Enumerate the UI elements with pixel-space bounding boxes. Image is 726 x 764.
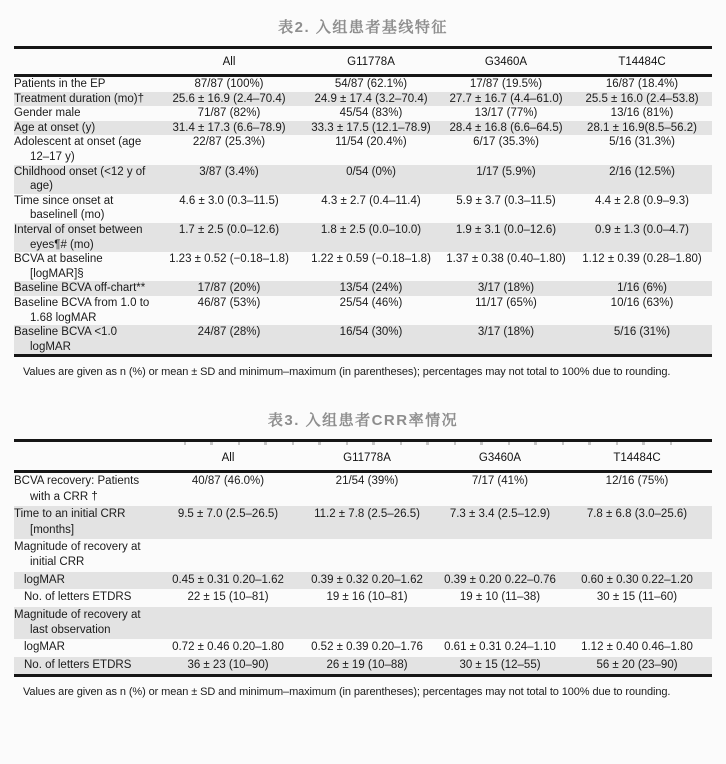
row-value: 5/16 (31.3%) <box>609 136 675 149</box>
row-value <box>562 608 712 639</box>
table2-body <box>14 77 712 354</box>
row-value: 46/87 (53%) <box>197 296 261 309</box>
row-value: 21/54 (39%) <box>335 475 399 488</box>
row-value: 56 ± 20 (23–90) <box>596 658 678 671</box>
row-value <box>296 540 438 571</box>
row-value: 4.4 ± 2.8 (0.9–9.3) <box>595 194 689 207</box>
row-value: 11.2 ± 7.8 (2.5–26.5) <box>314 508 420 521</box>
row-value <box>160 608 296 639</box>
table-row <box>14 252 712 281</box>
row-value: 1.7 ± 2.5 (0.0–12.6) <box>178 223 280 236</box>
table3-col-g11778a: G11778A <box>343 452 391 465</box>
row-value: 13/17 (77%) <box>474 107 538 120</box>
row-value: 30 ± 15 (11–60) <box>596 591 678 604</box>
row-value: 16/54 (30%) <box>339 326 403 339</box>
row-value: 0.72 ± 0.46 0.20–1.80 <box>172 641 284 654</box>
table2-col-g3460a: G3460A <box>484 56 528 68</box>
row-value: 25/54 (46%) <box>339 296 403 309</box>
table3-header-row <box>14 445 712 470</box>
row-value: 0.61 ± 0.31 0.24–1.10 <box>444 641 556 654</box>
row-value: 19 ± 10 (11–38) <box>459 591 541 604</box>
table2-footnote: Values are given as n (%) or mean ± SD and minimum–maximum (in parentheses); percentages may not total to 100% due to rounding. <box>23 366 671 379</box>
table-row <box>14 572 712 589</box>
row-label: Magnitude of recovery at initial CRR <box>14 540 141 569</box>
row-label: Treatment duration (mo)† <box>14 92 144 105</box>
table3-col-all: All <box>221 452 235 465</box>
row-label: Baseline BCVA <1.0 logMAR <box>14 326 118 353</box>
table2-header-row <box>14 49 712 74</box>
row-label: Childhood onset (<12 y of age) <box>14 165 146 193</box>
row-value: 10/16 (63%) <box>610 296 674 309</box>
row-value: 5.9 ± 3.7 (0.3–11.5) <box>456 194 556 207</box>
row-label: Patients in the EP <box>14 78 106 90</box>
table2-col-t14484c: T14484C <box>618 56 666 68</box>
row-value: 2/16 (12.5%) <box>609 165 675 178</box>
row-value: 71/87 (82%) <box>197 107 261 120</box>
row-value: 1.12 ± 0.40 0.46–1.80 <box>581 641 693 654</box>
row-value: 1/17 (5.9%) <box>476 165 536 178</box>
row-value: 22/87 (25.3%) <box>192 136 266 149</box>
cropped-text-artifact <box>184 442 672 445</box>
table-row <box>14 325 712 354</box>
row-value: 45/54 (83%) <box>339 107 403 120</box>
row-value: 87/87 (100%) <box>194 78 264 90</box>
table2-title: 表2. 入组患者基线特征 <box>278 19 448 36</box>
row-value: 13/54 (24%) <box>339 282 403 295</box>
row-label: Baseline BCVA from 1.0 to 1.68 logMAR <box>14 296 150 324</box>
table-row <box>14 106 712 121</box>
row-value: 36 ± 23 (10–90) <box>187 658 269 671</box>
table3-title: 表3. 入组患者CRR率情况 <box>267 412 459 430</box>
row-value: 3/17 (18%) <box>477 282 535 295</box>
table-row <box>14 165 712 194</box>
table-row <box>14 473 712 506</box>
table2-col-g11778a: G11778A <box>347 56 395 68</box>
row-value: 3/17 (18%) <box>477 326 535 339</box>
table-row <box>14 607 712 640</box>
row-value: 24.9 ± 17.4 (3.2–70.4) <box>314 92 428 105</box>
row-value: 0.52 ± 0.39 0.20–1.76 <box>311 641 423 654</box>
table3-footnote: Values are given as n (%) or mean ± SD and minimum–maximum (in parentheses); percentages may not total to 100% due to rounding. <box>23 686 671 699</box>
row-value: 30 ± 15 (12–55) <box>459 658 541 671</box>
row-value: 1.8 ± 2.5 (0.0–10.0) <box>320 223 422 236</box>
row-label: Baseline BCVA off-chart** <box>14 282 146 295</box>
row-value: 33.3 ± 17.5 (12.1–78.9) <box>311 121 431 134</box>
row-value: 9.5 ± 7.0 (2.5–26.5) <box>177 508 279 521</box>
row-value: 13/16 (81%) <box>610 107 674 120</box>
row-value: 11/54 (20.4%) <box>335 136 407 149</box>
table-row <box>14 589 712 606</box>
row-value: 25.5 ± 16.0 (2.4–53.8) <box>585 92 699 105</box>
row-label: Magnitude of recovery at last observation <box>14 608 141 636</box>
table-row <box>14 135 712 164</box>
table-row <box>14 506 712 539</box>
row-value: 1.12 ± 0.39 (0.28–1.80) <box>582 253 702 266</box>
row-value: 1.23 ± 0.52 (−0.18–1.8) <box>169 253 289 266</box>
row-value: 17/87 (20%) <box>197 282 261 295</box>
row-value: 24/87 (28%) <box>197 326 261 339</box>
table-row <box>14 92 712 107</box>
row-value: 31.4 ± 17.3 (6.6–78.9) <box>172 121 286 134</box>
row-value: 19 ± 16 (10–81) <box>326 591 408 604</box>
row-value: 1/16 (6%) <box>617 282 667 295</box>
row-value: 0/54 (0%) <box>346 165 396 178</box>
row-value: 17/87 (19.5%) <box>469 78 543 90</box>
row-label: Adolescent at onset (age 12–17 y) <box>14 136 142 163</box>
row-value: 11/17 (65%) <box>475 296 537 309</box>
table3-col-t14484c: T14484C <box>613 452 661 465</box>
table-row <box>14 657 712 674</box>
table-row <box>14 77 712 92</box>
row-label: No. of letters ETDRS <box>24 658 132 671</box>
row-value: 26 ± 19 (10–88) <box>326 658 408 671</box>
row-value: 6/17 (35.3%) <box>473 136 539 149</box>
row-value: 16/87 (18.4%) <box>605 78 679 90</box>
row-value: 0.9 ± 1.3 (0.0–4.7) <box>595 223 689 236</box>
row-label: Time since onset at baseline‖ (mo) <box>14 194 114 222</box>
table-row <box>14 539 712 572</box>
row-label: Interval of onset between eyes¶# (mo) <box>14 223 143 251</box>
row-label: Age at onset (y) <box>14 121 96 134</box>
row-value: 0.45 ± 0.31 0.20–1.62 <box>172 573 284 586</box>
row-label: BCVA at baseline [logMAR]§ <box>14 253 103 280</box>
row-value: 0.60 ± 0.30 0.22–1.20 <box>581 573 693 586</box>
row-value <box>160 540 296 571</box>
table-row <box>14 223 712 252</box>
table-row <box>14 194 712 223</box>
table2-col-all: All <box>222 56 236 68</box>
row-value: 4.3 ± 2.7 (0.4–11.4) <box>321 194 421 207</box>
row-label: logMAR <box>24 641 65 654</box>
table3-col-g3460a: G3460A <box>478 452 522 465</box>
row-label: No. of letters ETDRS <box>24 591 132 604</box>
row-value: 7/17 (41%) <box>471 475 529 488</box>
row-value: 1.9 ± 3.1 (0.0–12.6) <box>455 223 557 236</box>
table-row <box>14 121 712 136</box>
table-row <box>14 281 712 296</box>
table-row <box>14 639 712 656</box>
row-value: 25.6 ± 16.9 (2.4–70.4) <box>172 92 286 105</box>
row-value <box>296 608 438 639</box>
row-value: 28.4 ± 16.8 (6.6–64.5) <box>449 121 563 134</box>
row-value: 27.7 ± 16.7 (4.4–61.0) <box>449 92 563 105</box>
table2-section <box>14 16 712 378</box>
row-value: 0.39 ± 0.20 0.22–0.76 <box>444 573 556 586</box>
row-value: 1.37 ± 0.38 (0.40–1.80) <box>446 253 566 266</box>
row-label: logMAR <box>24 573 65 586</box>
table3-section <box>14 409 712 698</box>
row-value: 0.39 ± 0.32 0.20–1.62 <box>311 573 423 586</box>
row-value: 12/16 (75%) <box>605 475 669 488</box>
row-label: Gender male <box>14 107 81 120</box>
row-value: 54/87 (62.1%) <box>334 78 408 90</box>
row-value: 4.6 ± 3.0 (0.3–11.5) <box>179 194 279 207</box>
row-label: BCVA recovery: Patients with a CRR † <box>14 475 140 503</box>
row-value: 22 ± 15 (10–81) <box>187 591 269 604</box>
row-value <box>438 608 562 639</box>
row-value: 3/87 (3.4%) <box>199 165 259 178</box>
row-value: 7.8 ± 6.8 (3.0–25.6) <box>586 508 688 521</box>
row-value <box>438 540 562 571</box>
row-value: 5/16 (31%) <box>613 326 671 339</box>
row-value: 40/87 (46.0%) <box>191 475 265 488</box>
table-row <box>14 296 712 325</box>
row-value: 7.3 ± 3.4 (2.5–12.9) <box>449 508 551 521</box>
row-value: 1.22 ± 0.59 (−0.18–1.8) <box>311 253 431 266</box>
row-value <box>562 540 712 571</box>
row-value: 28.1 ± 16.9(8.5–56.2) <box>587 121 697 134</box>
table3-body <box>14 473 712 674</box>
row-label: Time to an initial CRR [months] <box>14 508 126 536</box>
